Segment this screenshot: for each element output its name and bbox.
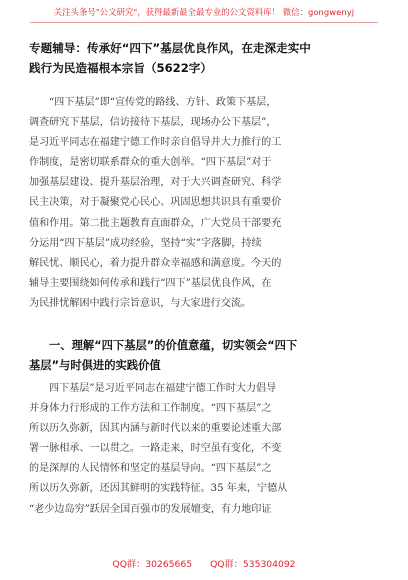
paragraph-line: “四下基层”即“宣传党的路线、方针、政策下基层， xyxy=(49,97,277,108)
section-heading-line: 基层”与时俱进的实践价值 xyxy=(29,359,161,372)
paragraph-line: 是习近平同志在福建宁德工作时亲自倡导并大力推行的工 xyxy=(29,137,282,149)
header-banner-text: 关注头条号"公文研究"，获得最新最全最专业的公文资料库！ 微信：gongwenyj xyxy=(53,7,355,17)
paragraph-line: 值和作用。第二批主题教育直面群众，广大党员干部要充 xyxy=(29,217,282,229)
footer-qq-group: QQ群：535304092 xyxy=(210,559,296,570)
footer-contacts xyxy=(0,555,408,575)
paragraph-line: 所以历久弥新，因其内涵与新时代以来的重要论述重大部 xyxy=(29,423,282,435)
paragraph-line: “老少边岛穷”跃居全国百强市的发展嬗变，有力地印证 xyxy=(29,503,272,515)
header-banner xyxy=(0,0,408,34)
paragraph-line: 署一脉相承、一以贯之。一路走来，时空虽有变化，不变 xyxy=(29,443,282,455)
paragraph-line: 民主决策，对于凝聚党心民心、巩固思想共识具有重要价 xyxy=(29,197,282,209)
paragraph-line: 加强基层建设、提升基层治理，对于大兴调查研究、科学 xyxy=(29,177,282,189)
paragraph-line: 调查研究下基层，信访接待下基层，现场办公下基层”， xyxy=(29,117,277,129)
paragraph-line: 作制度，是密切联系群众的重大创举。“四下基层”对于 xyxy=(29,157,272,169)
title-line: 专题辅导：传承好“四下”基层优良作风，在走深走实中 xyxy=(29,41,311,55)
paragraph-line: 并身体力行形成的工作方法和工作制度。“四下基层”之 xyxy=(29,403,272,415)
section-heading xyxy=(29,336,381,376)
paragraph-line: 所以历久弥新，还因其鲜明的实践特征。35 年来，宁德从 xyxy=(29,483,288,495)
section-heading-line: 一、理解“四下基层”的价值意蕴，切实领会“四下 xyxy=(49,339,298,352)
paragraph-line: 为民排忧解困中践行宗旨意识，与大家进行交流。 xyxy=(29,297,252,309)
intro-paragraph xyxy=(29,93,381,314)
paragraph-line: 分运用“四下基层”成功经验，坚持“实”字落脚，持续 xyxy=(29,237,262,249)
header-divider xyxy=(30,22,378,23)
paragraph-line: 的是深厚的人民情怀和坚定的基层导向。“四下基层”之 xyxy=(29,463,272,475)
section-paragraph xyxy=(29,379,381,520)
paragraph-line: 解民忧、顺民心，着力提升群众幸福感和满意度。今天的 xyxy=(29,257,282,269)
paragraph-line: 辅导主要围绕如何传承和践行“四下”基层优良作风，在 xyxy=(29,277,272,289)
footer-qq-group: QQ群：30265665 xyxy=(112,559,193,570)
title-line: 践行为民造福根本宗旨（5622字） xyxy=(29,61,212,75)
paragraph-line: 四下基层”是习近平同志在福建宁德工作时大力倡导 xyxy=(49,383,277,394)
document-title xyxy=(29,38,381,78)
